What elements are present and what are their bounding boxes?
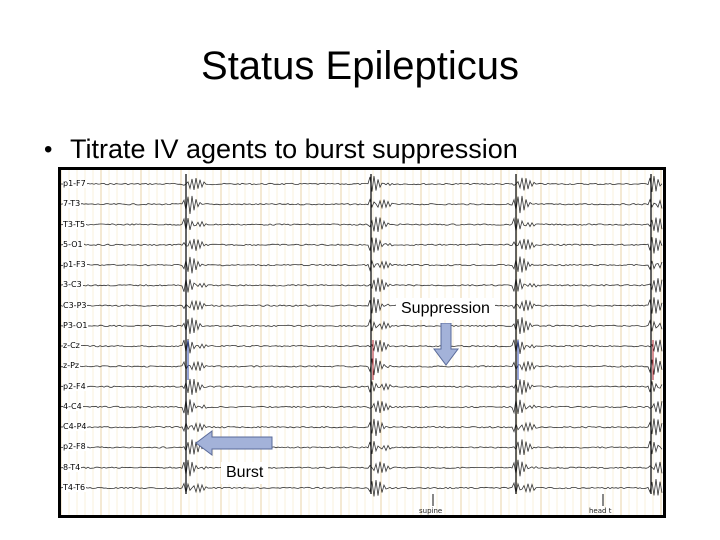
channel-label: p1-F3 xyxy=(63,260,86,270)
eeg-trace-4-C4 xyxy=(61,399,662,415)
eeg-trace-8-T4 xyxy=(61,460,662,477)
slide-title: Status Epilepticus xyxy=(201,44,519,88)
channel-label: p1-F7 xyxy=(63,179,86,188)
suppression-label: Suppression xyxy=(396,298,495,320)
burst-label: Burst xyxy=(221,462,268,484)
channel-label: 5-O1 xyxy=(63,239,83,249)
eeg-trace-5-O1 xyxy=(61,237,662,253)
eeg-trace-z-Cz xyxy=(61,339,662,354)
eeg-trace-p2-F8 xyxy=(61,439,662,455)
eeg-trace-3-C3 xyxy=(61,278,662,293)
eeg-trace-7-T3 xyxy=(61,196,662,214)
channel-label: T3-T5 xyxy=(63,219,86,229)
eeg-trace-P3-O1 xyxy=(61,317,662,334)
channel-label: z-Cz xyxy=(63,341,80,351)
eeg-trace-panel xyxy=(61,170,663,515)
channel-label: C4-P4 xyxy=(63,422,87,432)
eeg-trace-p1-F3 xyxy=(61,257,662,274)
channel-label: C3-P3 xyxy=(63,300,87,310)
eeg-trace-T4-T6 xyxy=(61,479,662,496)
channel-label: 7-T3 xyxy=(63,199,81,209)
eeg-recording-image xyxy=(58,167,666,518)
eeg-trace-C3-P3 xyxy=(61,297,662,313)
burst-arrow-icon xyxy=(195,430,273,456)
eeg-trace-T3-T5 xyxy=(61,217,662,233)
supine-marker-label: supine xyxy=(419,507,443,515)
channel-label: P3-O1 xyxy=(63,320,88,330)
channel-label: p2-F4 xyxy=(63,381,86,391)
bullet-item xyxy=(44,134,518,165)
eeg-trace-p1-F7 xyxy=(61,176,662,192)
bullet-text: Titrate IV agents to burst suppression xyxy=(70,134,518,164)
channel-label: 3-C3 xyxy=(63,280,82,290)
channel-label: 4-C4 xyxy=(63,401,82,411)
channel-label: z-Pz xyxy=(63,361,80,371)
channel-label: 8-T4 xyxy=(63,462,81,472)
channel-label: T4-T6 xyxy=(63,483,86,492)
eeg-trace-p2-F4 xyxy=(61,379,662,395)
eeg-traces xyxy=(61,170,663,515)
eeg-trace-z-Pz xyxy=(61,358,662,376)
channel-label: p2-F8 xyxy=(63,442,86,452)
eeg-trace-C4-P4 xyxy=(61,419,662,437)
bullet-dot: • xyxy=(44,135,53,163)
suppression-arrow-icon xyxy=(433,323,459,367)
head-marker-label: head t xyxy=(589,507,612,515)
